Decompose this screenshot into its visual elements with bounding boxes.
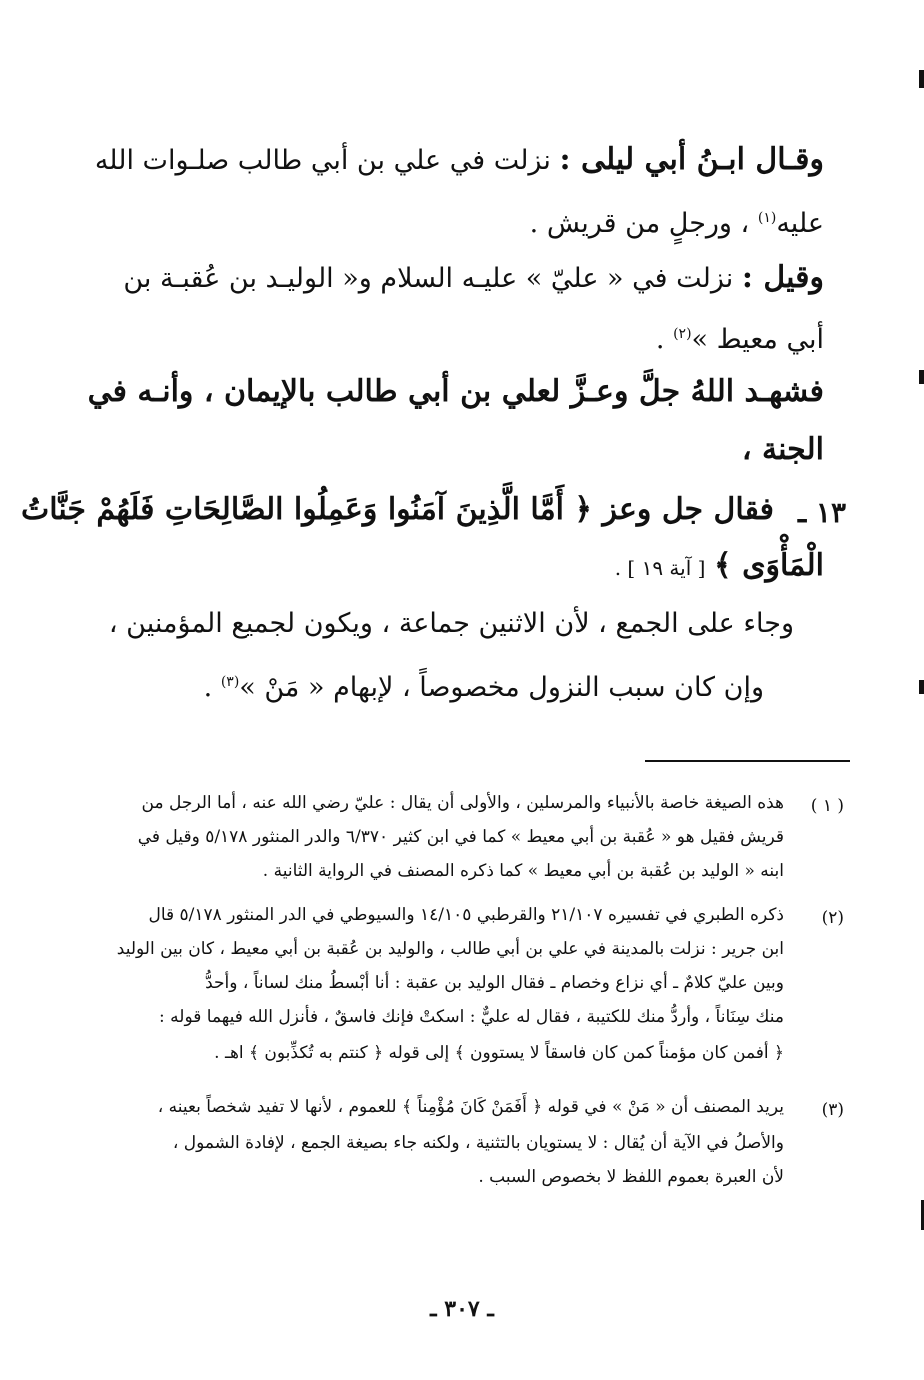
scan-edge-mark xyxy=(919,70,924,88)
footnote-line: هذه الصيغة خاصة بالأنبياء والمرسلين ، والأولى أن يقال : عليّ رضي الله عنه ، أما الرجل من xyxy=(141,793,784,813)
body-line xyxy=(124,314,824,360)
footnote-line: ابن جرير : نزلت بالمدينة في علي بن أبي طالب ، والوليد بن عُقبة بن أبي معيط ، كان بين الوليد xyxy=(116,939,784,959)
footnote-divider xyxy=(645,760,850,762)
footnote-line: منك سِنَاناً ، وأردُّ منك للكتيبة ، فقال له عليٌّ : اسكتْ فإنك فاسقٌ ، فأنزل الله فيهما قوله : xyxy=(159,1007,784,1027)
speaker-label: وقـال ابـنُ أبي ليلى : xyxy=(559,142,824,177)
footnote-line: وبين عليّ كلامٌ ـ أي نزاع وخصام ـ فقال الوليد بن عقبة : أنا أبْسطُ منك لساناً ، وأحدُّ xyxy=(205,973,784,993)
item-number: ١٣ ـ xyxy=(797,496,846,529)
footnote-line: ابنه « الوليد بن عُقبة بن أبي معيط » كما ذكره المصنف في الرواية الثانية . xyxy=(262,861,784,881)
scan-edge-mark xyxy=(919,370,924,384)
footnote-ref[interactable]: (٣) xyxy=(220,674,240,690)
body-text: نزلت في علي بن أبي طالب صلـوات الله xyxy=(94,145,551,176)
footnote-line: ﴿ أفمن كان مؤمناً كمن كان فاسقاً لا يستوون ﴾ إلى قوله ﴿ كنتم به تُكذِّبون ﴾ اهـ . xyxy=(214,1043,784,1063)
footnote-number: (٢) xyxy=(821,908,844,928)
body-text: . xyxy=(203,672,213,703)
body-line xyxy=(64,662,764,708)
quran-verse-end: الْمَأْوَى ﴾ xyxy=(714,548,824,583)
bold-statement-line: فشهـد اللهُ جلَّ وعـزَّ لعلي بن أبي طالب بالإيمان ، وأنـه في xyxy=(87,374,824,409)
body-line: وجاء على الجمع ، لأن الاثنين جماعة ، ويكون لجميع المؤمنين ، xyxy=(108,608,794,639)
verse-reference: [ آية ١٩ ] . xyxy=(614,556,706,580)
footnote-line: قريش فقيل هو « عُقبة بن أبي معيط » كما في ابن كثير ٦/٣٧٠ والدر المنثور ٥/١٧٨ وقيل في xyxy=(137,827,784,847)
footnote-number: ( ١ ) xyxy=(810,796,844,816)
body-text: . xyxy=(655,324,665,355)
speaker-label: وقيل : xyxy=(741,260,824,295)
footnote-line: لأن العبرة بعموم اللفظ لا بخصوص السبب . xyxy=(478,1167,784,1187)
footnote-line: يريد المصنف أن « مَنْ » في قوله ﴿ أَفَمَنْ كَانَ مُؤْمِناً ﴾ للعموم ، لأنها لا تفيد شخصاً بعينه ، xyxy=(157,1097,784,1117)
body-line xyxy=(124,198,824,244)
bold-statement-line: الجنة ، xyxy=(741,432,824,467)
footnote-ref[interactable]: (٢) xyxy=(673,326,692,342)
scan-edge-mark xyxy=(919,680,924,694)
body-line xyxy=(124,546,824,588)
footnote-ref[interactable]: (١) xyxy=(757,210,777,226)
body-line xyxy=(124,258,824,299)
footnote-number: (٣) xyxy=(821,1100,844,1120)
footnote-line: ذكره الطبري في تفسيره ٢١/١٠٧ والقرطبي ١٤/١٠٥ والسيوطي في الدر المنثور ٥/١٧٨ قال xyxy=(148,905,784,925)
body-text: عليه xyxy=(776,208,824,239)
body-text: أبي معيط » xyxy=(691,324,824,355)
footnote-line: والأصلُ في الآية أن يُقال : لا يستويان بالتثنية ، ولكنه جاء بصيغة الجمع ، لإفادة الشمول ، xyxy=(172,1133,784,1153)
body-text: نزلت في « عليّ » عليـه السلام و« الوليـد بن عُقبـة بن xyxy=(123,263,734,294)
body-text: وإن كان سبب النزول مخصوصاً ، لإبهام « مَنْ » xyxy=(239,672,764,703)
quran-verse-line: فقال جل وعز ﴿ أَمَّا الَّذِينَ آمَنُوا وَعَمِلُوا الصَّالِحَاتِ فَلَهُمْ جَنَّاتُ xyxy=(21,492,774,527)
body-line xyxy=(94,140,824,181)
page-number: ـ ٣٠٧ ـ xyxy=(430,1296,494,1322)
body-text: ، ورجلٍ من قريش . xyxy=(529,208,750,239)
